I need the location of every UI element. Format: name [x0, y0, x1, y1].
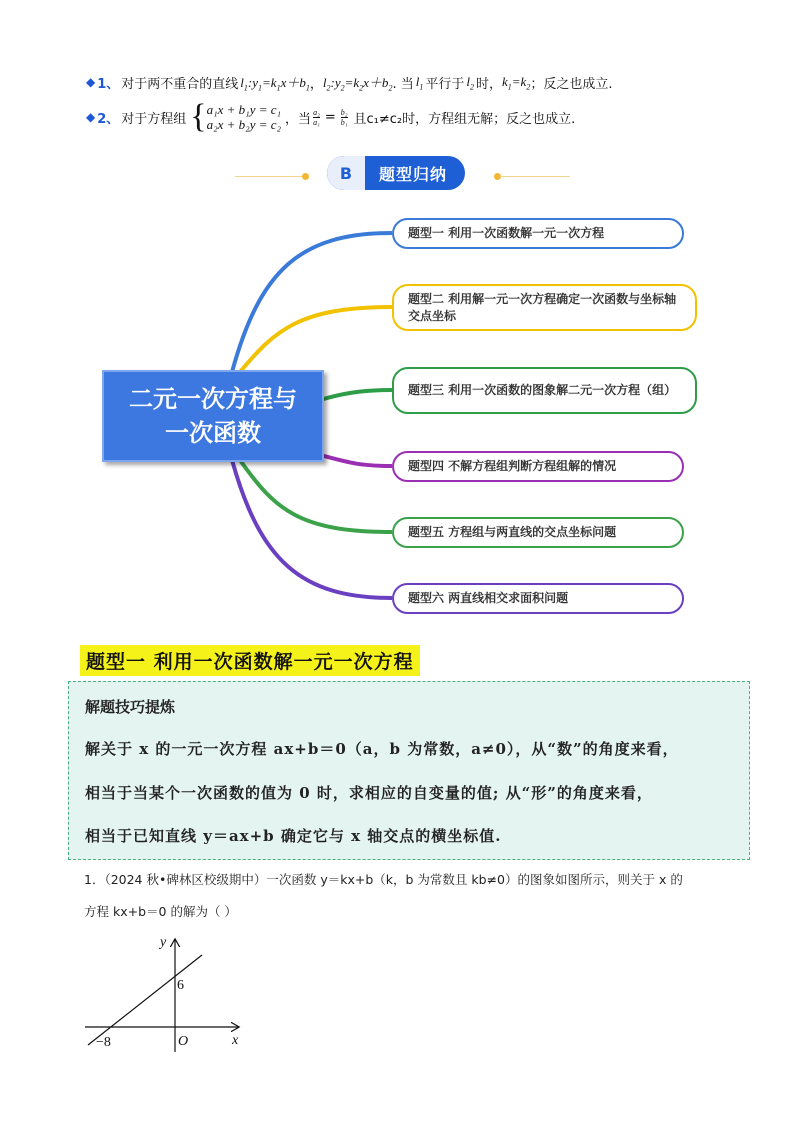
equals-sign: = — [324, 109, 336, 125]
connector-5 — [240, 460, 392, 532]
fact-number: 2、 — [97, 111, 120, 127]
tip-title: 解题技巧提炼 — [85, 698, 176, 716]
tip-line-3: 相当于已知直线 y＝ax+b 确定它与 x 轴交点的横坐标值. — [85, 827, 502, 845]
x-axis-label: x — [232, 1033, 239, 1048]
k-equality: $k_1=k_2$ — [501, 73, 531, 92]
mindmap-node-1: 题型一 利用一次函数解一元一次方程 — [392, 218, 684, 249]
fact-text: 平行于 — [425, 76, 465, 92]
question-1-line-1: 1．（2024 秋•碑林区校级期中）一次函数 y＝kx+b（k，b 为常数且 kb≠0）的图象如图所示，则关于 x 的 — [84, 872, 683, 887]
brace-icon: { — [190, 98, 207, 135]
fraction-b: $\frac{\text{b₂}}{\text{b₁}}$ — [340, 107, 348, 127]
system-equation-1: a₁x + b₁y = c₁ — [206, 102, 282, 117]
l2-ref: $l_2$ — [466, 73, 474, 92]
fact-text: ，当 — [285, 111, 312, 127]
y-axis-label: y — [160, 935, 167, 950]
tip-line-2: 相当于当某个一次函数的值为 0 时，求相应的自变量的值; 从“形”的角度来看， — [85, 784, 653, 802]
mindmap-node-5: 题型五 方程组与两直线的交点坐标问题 — [392, 517, 684, 548]
origin-label: O — [178, 1034, 189, 1049]
mindmap-center — [102, 370, 324, 462]
connector-2 — [240, 307, 392, 372]
fact-text: 对于方程组 — [121, 111, 187, 127]
fact-text: 且c₁≠c₂时，方程组无解；反之也成立. — [353, 111, 576, 127]
mindmap-node-3: 题型三 利用一次函数的图象解二元一次方程（组） — [392, 367, 697, 414]
question-1-graph — [80, 930, 260, 1060]
fact-text: ；反之也成立. — [530, 76, 613, 92]
type1-heading: 题型一 利用一次函数解一元一次方程 — [80, 645, 420, 676]
fact-number: 1、 — [97, 76, 120, 92]
function-line — [88, 955, 202, 1045]
y-intercept-label: 6 — [177, 978, 184, 993]
fraction-a: $\frac{\text{a₂}}{\text{a₁}}$ — [313, 107, 320, 127]
connector-4 — [320, 455, 392, 466]
separator: ， — [309, 76, 323, 92]
mindmap-node-4: 题型四 不解方程组判断方程组解的情况 — [392, 451, 684, 482]
fact-text: 对于两不重合的直线 — [121, 76, 239, 92]
tip-box — [68, 681, 750, 860]
l1-ref: $l_1$ — [415, 73, 424, 92]
tip-line-1: 解关于 x 的一元一次方程 ax+b＝0（a，b 为常数，a≠0），从“数”的角度来看， — [85, 740, 679, 758]
x-intercept-label: −8 — [96, 1035, 111, 1050]
mindmap-node-6: 题型六 两直线相交求面积问题 — [392, 583, 684, 614]
fact-text: . 当 — [392, 76, 414, 92]
center-line-1: 二元一次方程与 — [129, 385, 297, 413]
diamond-bullet-icon: ◆ — [86, 110, 96, 124]
connector-3 — [320, 390, 392, 400]
line-l1: $l_1:y_1=k_1x+b_1$ — [240, 75, 310, 93]
mindmap-node-2: 题型二 利用解一元一次方程确定一次函数与坐标轴交点坐标 — [392, 284, 697, 331]
section-letter: B — [327, 156, 365, 190]
system-equation-2: a₂x + b₂y = c₂ — [206, 117, 282, 132]
fact-text: 时， — [475, 76, 502, 92]
section-title: 题型归纳 — [379, 164, 448, 184]
line-l2: $l_2:y_2=k_2x+b_2$ — [322, 75, 393, 93]
center-line-2: 一次函数 — [165, 419, 261, 447]
question-1-line-2: 方程 kx+b＝0 的解为（ ） — [84, 904, 237, 919]
diamond-bullet-icon: ◆ — [86, 75, 96, 90]
